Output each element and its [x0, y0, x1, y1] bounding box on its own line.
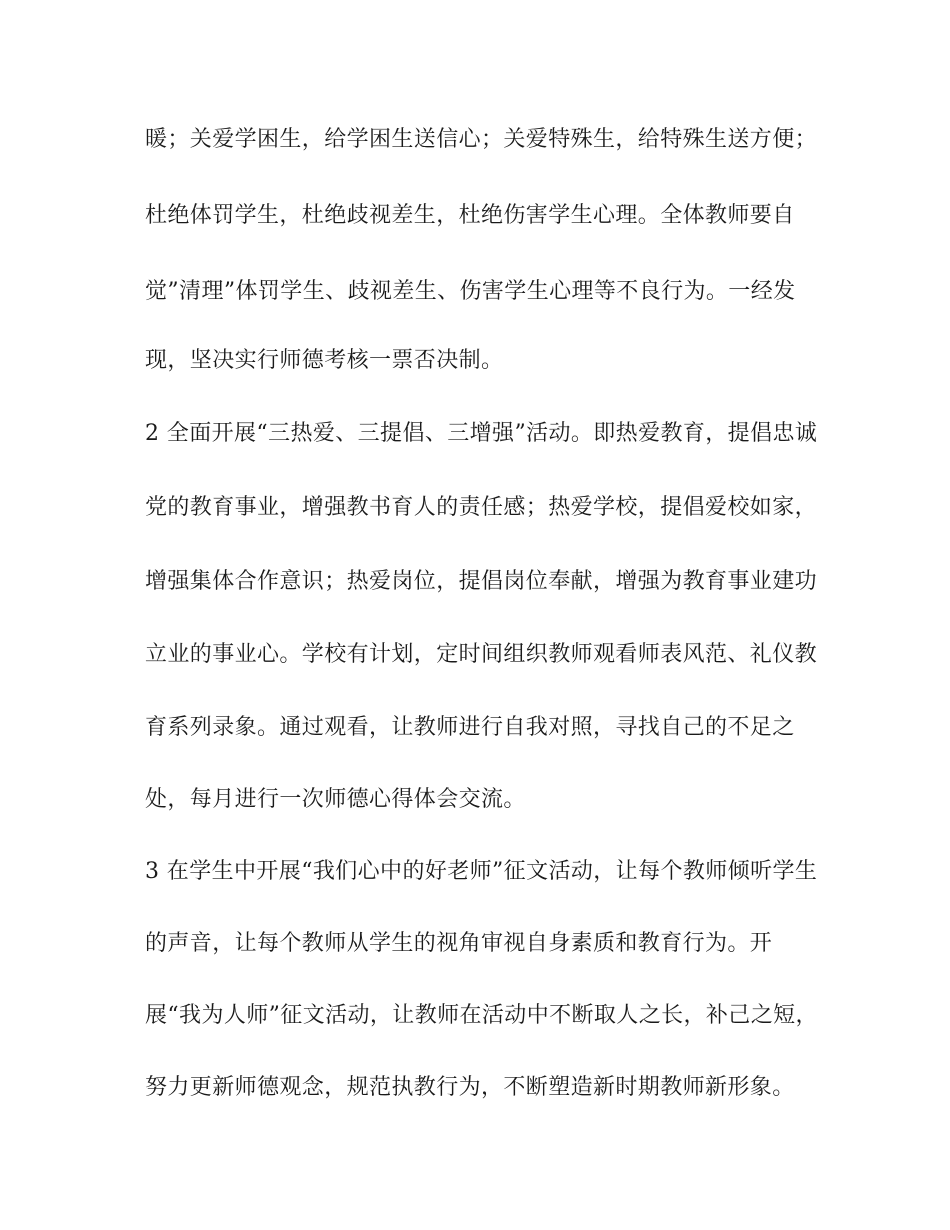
text-line: 立业的事业心。学校有计划，定时间组织教师观看师表风范、礼仪教	[145, 642, 818, 667]
text-line: 党的教育事业，增强教书育人的责任感；热爱学校，提倡爱校如家，	[145, 495, 818, 520]
text-line: 育系列录象。通过观看，让教师进行自我对照，寻找自己的不足之	[145, 715, 795, 740]
text-line: 努力更新师德观念，规范执教行为，不断塑造新时期教师新形象。	[145, 1075, 795, 1100]
text-line: 2 全面开展“三热爱、三提倡、三增强”活动。即热爱教育，提倡忠诚	[145, 421, 818, 446]
text-line: 增强集体合作意识；热爱岗位，提倡岗位奉献，增强为教育事业建功	[145, 569, 818, 594]
text-line: 处，每月进行一次师德心得体会交流。	[145, 787, 526, 812]
text-line: 展“我为人师”征文活动，让教师在活动中不断取人之长，补己之短，	[145, 1003, 818, 1028]
text-line: 的声音，让每个教师从学生的视角审视自身素质和教育行为。开	[145, 931, 773, 956]
text-line: 暖；关爱学困生，给学困生送信心；关爱特殊生，给特殊生送方便；	[145, 127, 818, 152]
text-line: 杜绝体罚学生，杜绝歧视差生，杜绝伤害学生心理。全体教师要自	[145, 203, 795, 228]
text-line: 3 在学生中开展“我们心中的好老师”征文活动，让每个教师倾听学生	[145, 859, 818, 884]
text-line: 现，坚决实行师德考核一票否决制。	[145, 348, 504, 373]
text-line: 觉”清理”体罚学生、歧视差生、伤害学生心理等不良行为。一经发	[145, 279, 796, 304]
